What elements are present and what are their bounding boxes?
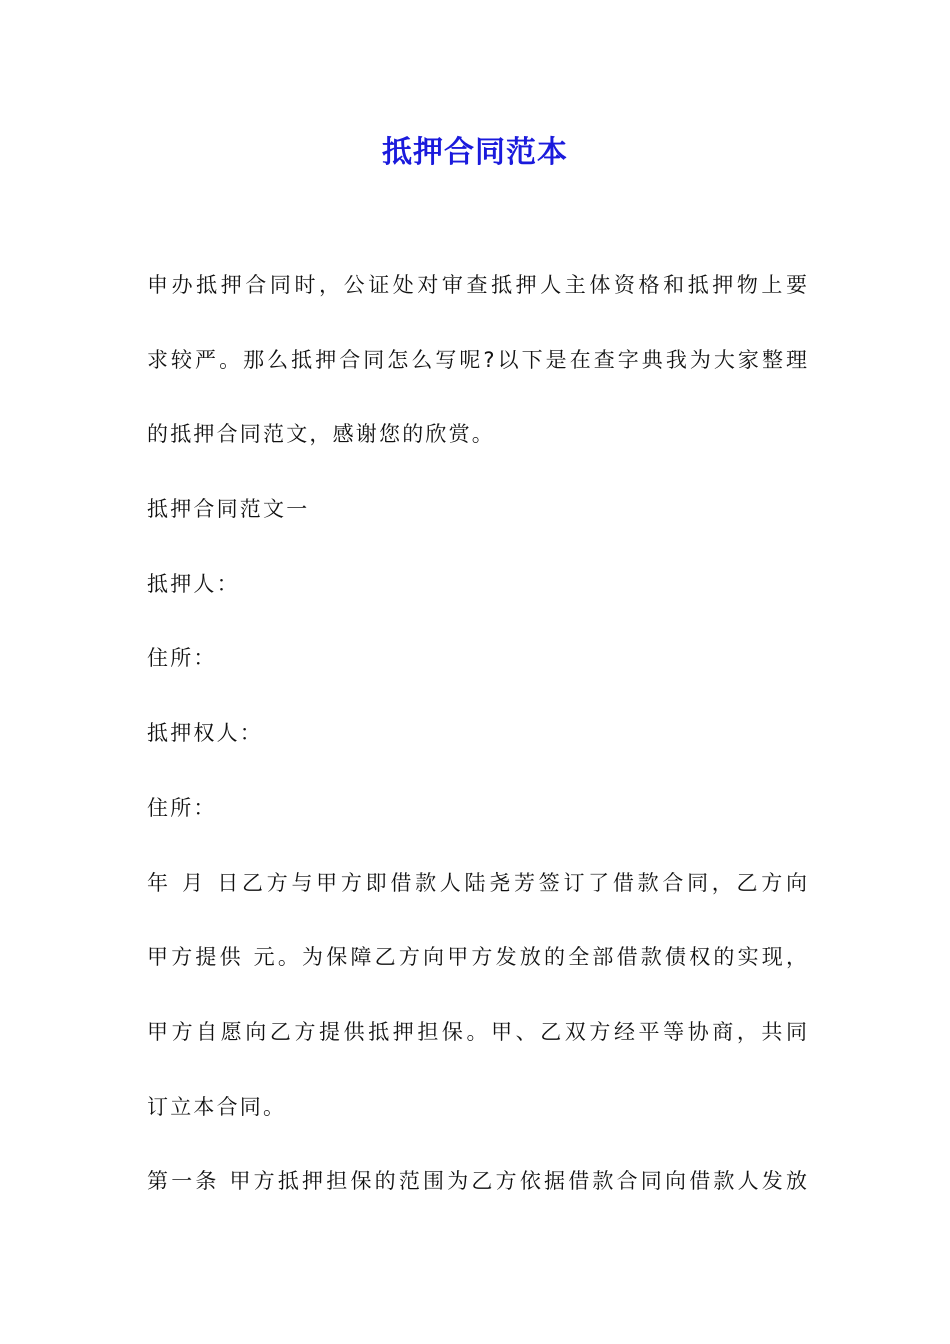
article-one-line: 第一条 甲方抵押担保的范围为乙方依据借款合同向借款人发放 [147,1169,807,1194]
paragraph-line-1: 申办抵押合同时，公证处对审查抵押人主体资格和抵押物上要 [147,273,807,297]
paragraph-line-9: 年 月 日乙方与甲方即借款人陆尧芳签订了借款合同，乙方向 [147,870,807,895]
mortgagor-address-label: 住所： [147,646,217,671]
paragraph-line-3: 的抵押合同范文，感谢您的欣赏。 [147,422,495,447]
paragraph-line-12: 订立本合同。 [147,1094,287,1119]
paragraph-line-11: 甲方自愿向乙方提供抵押担保。甲、乙双方经平等协商，共同 [147,1019,807,1044]
mortgagee-label: 抵押权人： [147,721,263,746]
mortgagee-address-label: 住所： [147,795,217,820]
document-title: 抵押合同范本 [382,135,568,170]
mortgagor-label: 抵押人： [147,571,240,596]
document-body [147,263,807,1234]
paragraph-line-2: 求较严。那么抵押合同怎么写呢?以下是在查字典我为大家整理 [147,347,807,372]
section-heading: 抵押合同范文一 [147,497,310,522]
paragraph-line-10: 甲方提供 元。为保障乙方向甲方发放的全部借款债权的实现， [147,945,807,970]
